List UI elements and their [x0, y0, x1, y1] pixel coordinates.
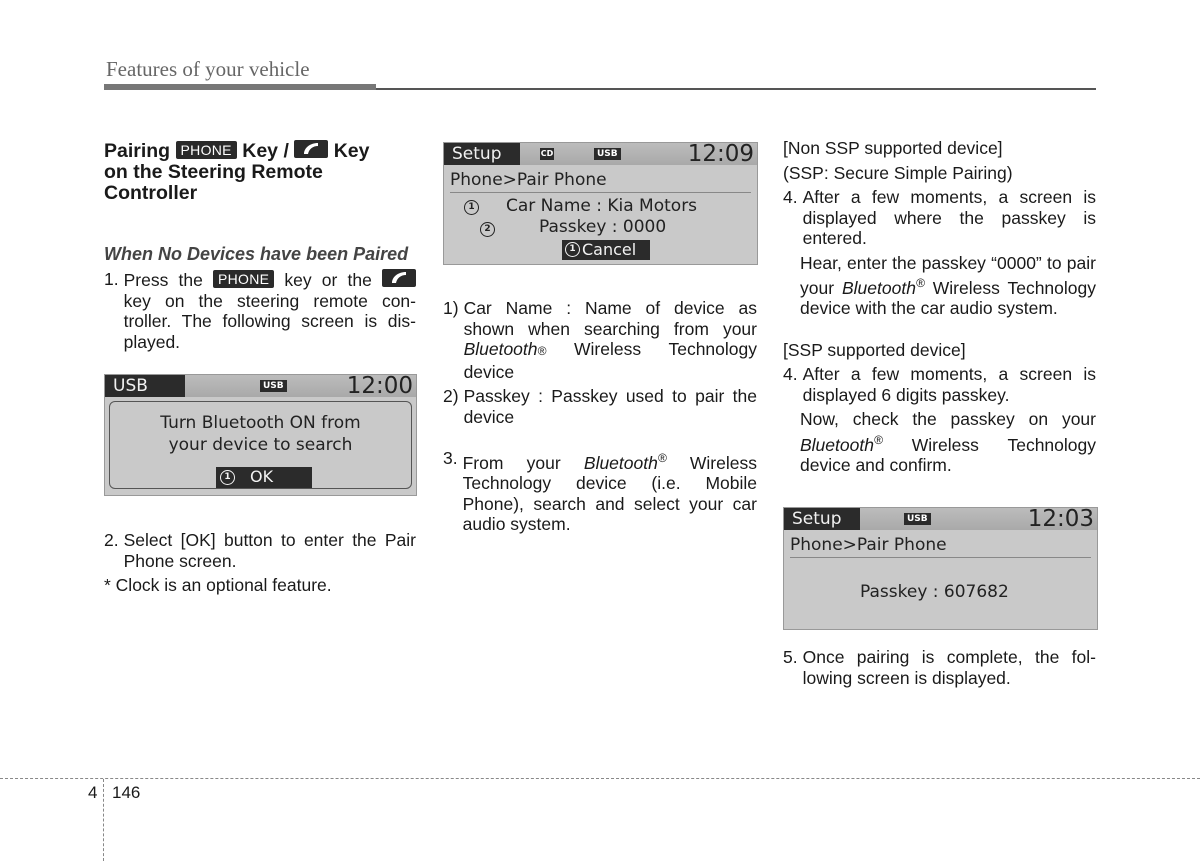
- item-text: [464, 298, 757, 382]
- clock-note: * Clock is an optional feature.: [104, 575, 332, 595]
- item-text-part: Car Name : Name of device as shown when searching from your: [463, 298, 757, 339]
- item-2: [443, 386, 757, 427]
- column-1-lower: [104, 530, 416, 596]
- step-text-part: key on the steering remote con-troller. The following screen is dis-played.: [123, 290, 416, 352]
- header-rule: [104, 84, 376, 90]
- registered-mark: ®: [657, 451, 667, 465]
- footer-rule: [0, 778, 1200, 779]
- column-3-lower: [783, 647, 1096, 688]
- registered-mark: ®: [915, 276, 925, 290]
- note-text-part: Now, check the passkey on your: [800, 409, 1096, 430]
- usb-icon: USB: [594, 148, 621, 160]
- note-text-part: Wireless Technology device with the car audio system.: [800, 277, 1096, 319]
- cancel-button[interactable]: [562, 240, 650, 260]
- step-2: [104, 530, 416, 571]
- bluetooth-brand: Bluetooth: [842, 277, 916, 298]
- number-1-icon: 1: [220, 470, 235, 485]
- bluetooth-brand: Bluetooth: [583, 452, 658, 473]
- screen-mode-tab: USB: [105, 375, 185, 397]
- step-text-part: From your: [462, 452, 561, 473]
- item-text: Passkey : Passkey used to pair the device: [463, 386, 757, 427]
- registered-mark: ®: [537, 344, 547, 358]
- note-text-part: Wireless Technology device and confirm.: [800, 434, 1096, 476]
- step-5: [783, 647, 1096, 688]
- bluetooth-brand: Bluetooth: [463, 339, 538, 359]
- step-number: 4.: [783, 187, 798, 207]
- title-text: Key /: [242, 140, 289, 162]
- step-number: 5.: [783, 647, 798, 667]
- phone-handset-icon: [382, 269, 416, 287]
- screen-divider: [790, 557, 1091, 558]
- step-3: [443, 448, 757, 535]
- column-1: [104, 140, 416, 352]
- screen-message-line: your device to search: [168, 435, 353, 455]
- audio-screen-passkey: [783, 507, 1098, 630]
- ok-button-label: OK: [250, 467, 274, 486]
- title-text: on the Steering Remote: [104, 161, 323, 183]
- usb-icon: USB: [260, 380, 287, 392]
- cancel-button-label: Cancel: [582, 240, 637, 259]
- column-2: [443, 298, 757, 535]
- registered-mark: ®: [873, 432, 883, 447]
- title-text: Pairing: [104, 140, 171, 162]
- callout-marker-1: 1: [464, 200, 479, 215]
- step-number: 2.: [104, 530, 119, 550]
- screen-clock: 12:00: [346, 373, 413, 399]
- step-number: 4.: [783, 364, 798, 385]
- step-text: After a few moments, a screen is displayed where the passkey is entered.: [802, 187, 1096, 248]
- screen-mode-tab: Setup: [784, 508, 860, 530]
- screen-path: Phone>Pair Phone: [790, 535, 947, 555]
- ok-button[interactable]: [216, 467, 312, 488]
- step-text: Select [OK] button to enter the Pair Phone screen.: [123, 530, 416, 571]
- cd-icon: CD: [540, 149, 554, 158]
- enter-passkey-note: [783, 253, 1096, 319]
- audio-screen-pair-phone: [443, 142, 758, 265]
- bluetooth-brand: Bluetooth: [800, 434, 874, 455]
- step-text: Once pairing is complete, the fol-lowing screen is displayed.: [802, 647, 1096, 688]
- title-text: Key: [333, 140, 370, 162]
- column-3: [783, 138, 1096, 476]
- note-text-part: Hear, enter the passkey “0000” to pair your: [800, 252, 1096, 298]
- step-text-part: key or the: [284, 270, 372, 290]
- step-4-non-ssp: [783, 187, 1096, 249]
- car-name-line: Car Name : Kia Motors: [506, 196, 698, 216]
- screen-message-line: Turn Bluetooth ON from: [160, 413, 361, 433]
- screen-path: Phone>Pair Phone: [450, 170, 607, 190]
- screen-mode-tab: Setup: [444, 143, 520, 165]
- phone-handset-icon: [294, 140, 328, 158]
- step-text: [124, 269, 416, 352]
- step-text-part: Wireless Technology device (i.e. Mobile Phone), search and select your car audio system.: [462, 452, 757, 535]
- non-ssp-heading: [Non SSP supported device]: [783, 138, 1003, 158]
- step-number: 1.: [104, 269, 119, 289]
- step-number: 3.: [443, 448, 458, 468]
- page-header-title: Features of your vehicle: [106, 57, 310, 81]
- phone-key-badge: PHONE: [213, 270, 274, 288]
- item-text-part: Wireless Technology device: [463, 339, 757, 382]
- passkey-display: Passkey : 607682: [860, 582, 1009, 602]
- item-number: 1): [443, 298, 459, 318]
- footer-divider: [103, 779, 104, 861]
- section-title: [104, 140, 416, 204]
- screen-divider: [450, 192, 751, 193]
- audio-screen-bluetooth-prompt: [104, 374, 417, 496]
- passkey-line: Passkey : 0000: [539, 217, 667, 237]
- number-1-icon: 1: [565, 242, 580, 257]
- item-number: 2): [443, 386, 459, 406]
- step-1: [104, 269, 416, 352]
- screen-clock: 12:09: [687, 141, 754, 167]
- title-text: Controller: [104, 182, 198, 204]
- item-1: [443, 298, 757, 382]
- step-text-part: Press the: [123, 270, 203, 290]
- phone-key-badge: PHONE: [176, 141, 237, 159]
- confirm-passkey-note: [783, 409, 1096, 475]
- step-text: After a few moments, a screen is displayed 6 digits passkey.: [802, 364, 1096, 405]
- screen-clock: 12:03: [1027, 506, 1094, 532]
- header-rule-thin: [376, 88, 1096, 90]
- ssp-heading: [SSP supported device]: [783, 339, 966, 360]
- usb-icon: USB: [904, 513, 931, 525]
- chapter-number: 4: [88, 783, 98, 802]
- step-text: [463, 448, 757, 535]
- ssp-explanation: (SSP: Secure Simple Pairing): [783, 162, 1013, 183]
- callout-marker-2: 2: [480, 222, 495, 237]
- step-4-ssp: [783, 364, 1096, 405]
- page-number: 146: [112, 783, 141, 802]
- subsection-title: When No Devices have been Paired: [104, 244, 409, 264]
